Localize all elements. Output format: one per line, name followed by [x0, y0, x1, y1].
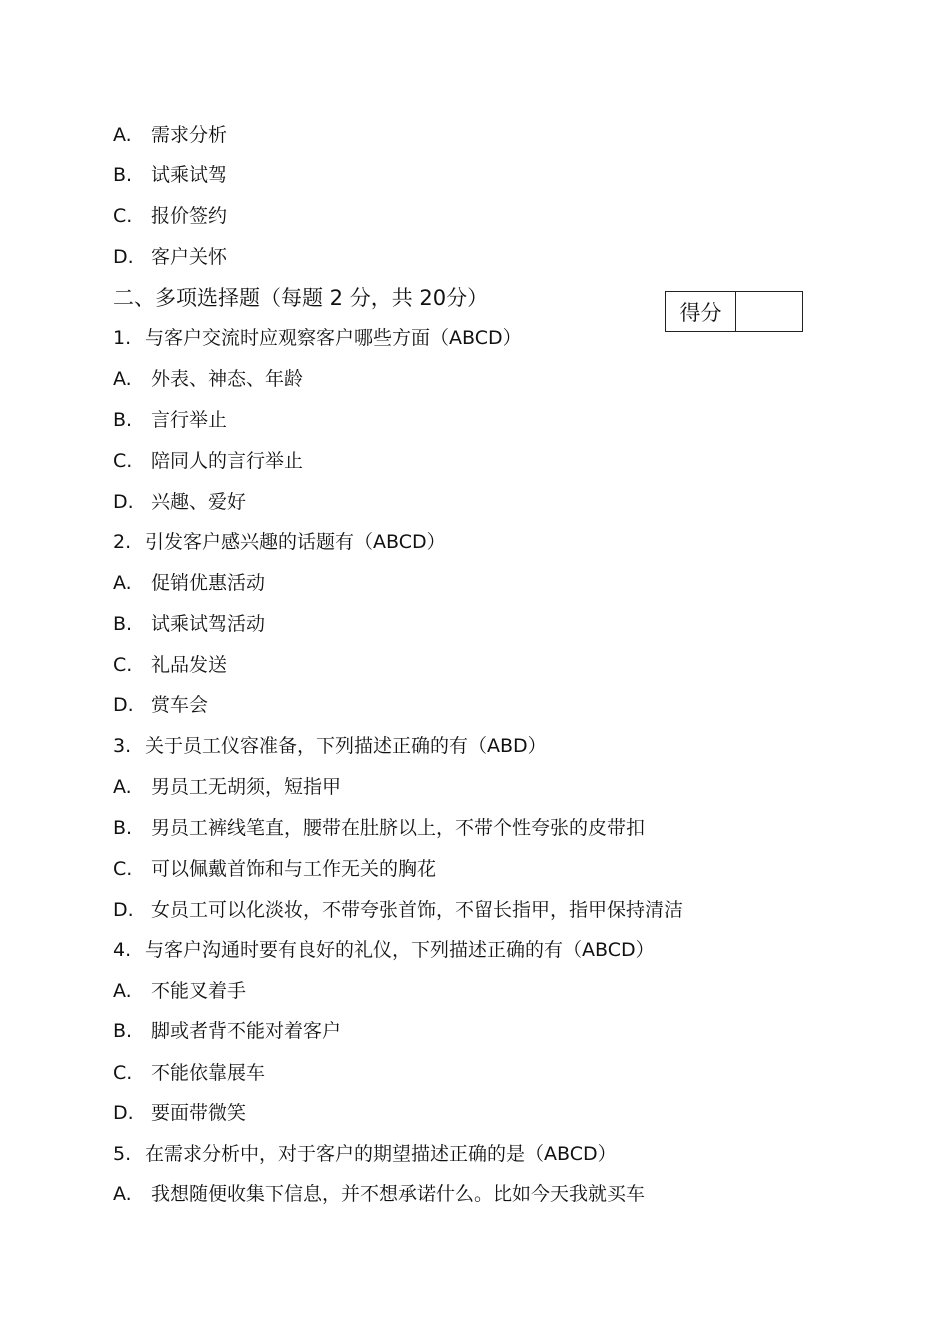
option-label: C. — [113, 450, 133, 472]
option-line — [113, 490, 246, 514]
option-label: A. — [113, 980, 132, 1002]
option-text: 需求分析 — [151, 124, 228, 146]
option-line — [113, 408, 227, 432]
option-line — [113, 612, 265, 636]
question-line — [113, 326, 522, 350]
option-label: B. — [113, 613, 133, 635]
option-line — [113, 204, 227, 228]
question-number: 5. — [113, 1143, 132, 1165]
option-label: D. — [113, 491, 134, 513]
option-text: 礼品发送 — [151, 654, 228, 676]
option-label: B. — [113, 817, 133, 839]
option-line — [113, 367, 303, 391]
option-label: C. — [113, 205, 133, 227]
option-label: B. — [113, 409, 133, 431]
score-box — [665, 291, 803, 332]
question-line — [113, 734, 547, 758]
question-number: 1. — [113, 327, 132, 349]
option-text: 报价签约 — [151, 205, 228, 227]
option-line — [113, 245, 227, 269]
option-text: 女员工可以化淡妆，不带夸张首饰，不留长指甲，指甲保持清洁 — [151, 899, 684, 921]
option-text: 我想随便收集下信息，并不想承诺什么。比如今天我就买车 — [151, 1183, 646, 1205]
option-text: 试乘试驾活动 — [151, 613, 266, 635]
option-text: 要面带微笑 — [151, 1102, 247, 1124]
option-text: 言行举止 — [151, 409, 228, 431]
question-text: 引发客户感兴趣的话题有（ABCD） — [145, 531, 446, 553]
option-label: D. — [113, 1102, 134, 1124]
section-title: 二、多项选择题（每题 2 分，共 20分） — [113, 286, 489, 310]
score-value — [736, 292, 802, 331]
option-text: 脚或者背不能对着客户 — [151, 1020, 342, 1042]
option-label: C. — [113, 654, 133, 676]
option-text: 客户关怀 — [151, 246, 228, 268]
option-text: 陪同人的言行举止 — [151, 450, 304, 472]
score-label: 得分 — [666, 292, 736, 331]
option-label: D. — [113, 694, 134, 716]
option-label: A. — [113, 572, 132, 594]
question-number: 3. — [113, 735, 132, 757]
option-text: 促销优惠活动 — [151, 572, 266, 594]
question-text: 关于员工仪容准备，下列描述正确的有（ABD） — [145, 735, 547, 757]
option-text: 可以佩戴首饰和与工作无关的胸花 — [151, 858, 437, 880]
option-line — [113, 449, 303, 473]
option-line — [113, 816, 645, 840]
option-line — [113, 1101, 246, 1125]
question-number: 4. — [113, 939, 132, 961]
option-text: 兴趣、爱好 — [151, 491, 247, 513]
option-text: 不能叉着手 — [151, 980, 247, 1002]
option-label: C. — [113, 1062, 133, 1084]
option-label: A. — [113, 776, 132, 798]
option-line — [113, 775, 341, 799]
option-label: D. — [113, 246, 134, 268]
question-text: 在需求分析中，对于客户的期望描述正确的是（ABCD） — [145, 1143, 617, 1165]
option-text: 外表、神态、年龄 — [151, 368, 304, 390]
option-text: 男员工裤线笔直，腰带在肚脐以上，不带个性夸张的皮带扣 — [151, 817, 646, 839]
option-line — [113, 123, 227, 147]
question-text: 与客户交流时应观察客户哪些方面（ABCD） — [145, 327, 522, 349]
option-line — [113, 1019, 341, 1043]
option-text: 赏车会 — [151, 694, 209, 716]
option-text: 男员工无胡须，短指甲 — [151, 776, 342, 798]
option-line — [113, 653, 227, 677]
option-label: B. — [113, 1020, 133, 1042]
question-number: 2. — [113, 531, 132, 553]
option-line — [113, 857, 436, 881]
option-text: 试乘试驾 — [151, 164, 228, 186]
option-line — [113, 979, 246, 1003]
option-line — [113, 898, 683, 922]
option-label: C. — [113, 858, 133, 880]
option-label: A. — [113, 368, 132, 390]
option-line — [113, 163, 227, 187]
option-label: A. — [113, 124, 132, 146]
question-text: 与客户沟通时要有良好的礼仪，下列描述正确的有（ABCD） — [145, 939, 655, 961]
question-line — [113, 1142, 617, 1166]
option-label: B. — [113, 164, 133, 186]
option-label: D. — [113, 899, 134, 921]
option-label: A. — [113, 1183, 132, 1205]
question-line — [113, 938, 655, 962]
option-line — [113, 1061, 265, 1085]
option-line — [113, 1182, 645, 1206]
option-line — [113, 571, 265, 595]
option-text: 不能依靠展车 — [151, 1062, 266, 1084]
question-line — [113, 530, 446, 554]
option-line — [113, 693, 208, 717]
